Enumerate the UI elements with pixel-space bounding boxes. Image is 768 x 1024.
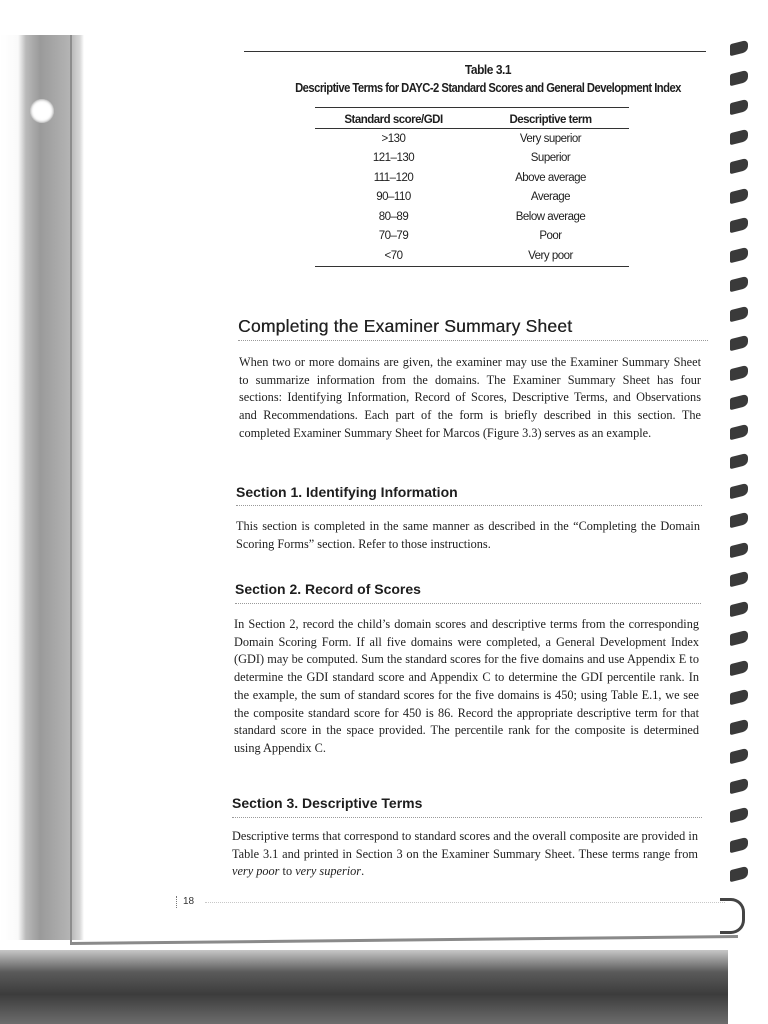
column-header-descriptive-term: Descriptive term (472, 108, 629, 129)
top-rule (244, 51, 706, 52)
spiral-coil (730, 187, 748, 203)
section-1-heading: Section 1. Identifying Information (236, 484, 458, 500)
spiral-coil (730, 600, 748, 616)
spiral-coil (730, 630, 748, 646)
table-row (315, 129, 629, 149)
table-row (315, 188, 629, 208)
table-header-row (315, 108, 629, 129)
score-range-cell: >130 (381, 132, 406, 145)
section-3-text-middle: to (279, 864, 296, 879)
table-row (315, 149, 629, 169)
term-very-poor: very poor (232, 864, 280, 879)
spiral-coil (730, 423, 748, 439)
score-range-cell: 90–110 (376, 191, 411, 204)
table-caption: Descriptive Terms for DAYC-2 Standard Scores and General Development Index (295, 81, 681, 95)
section-2-underline (235, 603, 701, 604)
spiral-coil (730, 128, 748, 144)
heading-underline (238, 340, 708, 341)
spiral-coil (730, 158, 748, 174)
section-1-paragraph: This section is completed in the same manner as described in the “Completing the Domain Scoring Forms” section. Refer to those instructions. (236, 519, 700, 551)
score-range-cell: 111–120 (373, 171, 414, 184)
spiral-coil (730, 571, 748, 587)
descriptive-terms-table (315, 107, 629, 267)
descriptive-term-cell: Average (530, 191, 571, 204)
column-header-standard-score: Standard score/GDI (315, 108, 472, 129)
spiral-coil (730, 482, 748, 498)
table-row (315, 168, 629, 188)
spiral-coil (730, 453, 748, 469)
descriptive-term-cell: Poor (539, 230, 562, 243)
descriptive-term-cell: Superior (530, 152, 571, 165)
spiral-coil (730, 305, 748, 321)
spiral-coil (730, 99, 748, 115)
spiral-coil (730, 246, 748, 262)
section-1-underline (236, 505, 702, 506)
punch-hole (30, 99, 54, 123)
spiral-coil (730, 777, 748, 793)
page-number: 18 (183, 896, 195, 907)
page-number-marker (176, 896, 183, 908)
table-row (315, 227, 629, 247)
spiral-coil (730, 689, 748, 705)
spiral-coil (730, 364, 748, 380)
spiral-coil (730, 217, 748, 233)
spiral-coil (730, 807, 748, 823)
descriptive-term-cell: Very superior (519, 132, 582, 145)
section-2-paragraph: In Section 2, record the child’s domain scores and descriptive terms from the corresponding Domain Scoring Form. If all five domains were completed, a General Development Index (GDI) may be computed. Sum the standard scores for the five domains and use Appendix E to determine the GDI standard score and Appendix C to determine the GDI percentile rank. In the example, the sum of standard scores for the five domains is 450; using Table E.1, we see the composite standard score for 450 is 86. Record the appropriate descriptive term for that standard score in the space provided. The percentile rank for the composite is determined using Appendix C. (234, 617, 699, 755)
term-very-superior: very superior (295, 864, 362, 879)
descriptive-term-cell: Below average (515, 210, 586, 223)
spiral-binding (728, 38, 756, 928)
section-3-paragraph (232, 828, 698, 881)
descriptive-term-cell: Very poor (528, 249, 573, 262)
page-left-edge (70, 35, 72, 945)
main-heading: Completing the Examiner Summary Sheet (238, 316, 573, 336)
section-3-heading: Section 3. Descriptive Terms (232, 795, 423, 811)
section-3-text-before: Descriptive terms that correspond to standard scores and the overall composite are provided in Table 3.1 and printed in Section 3 on the Examiner Summary Sheet. These terms range from (232, 829, 698, 861)
section-3-underline (232, 817, 702, 818)
score-range-cell: 121–130 (372, 152, 415, 165)
spiral-coil (730, 718, 748, 734)
score-range-cell: 70–79 (378, 230, 409, 243)
section-2-heading: Section 2. Record of Scores (235, 581, 421, 597)
footer-rule (205, 902, 725, 903)
score-range-cell: 80–89 (378, 210, 409, 223)
spiral-coil (730, 659, 748, 675)
spiral-coil (730, 541, 748, 557)
spiral-coil (730, 866, 748, 882)
spiral-coil-end (720, 898, 745, 934)
intro-paragraph: When two or more domains are given, the examiner may use the Examiner Summary Sheet to summarize information from the domains. The Examiner Summary Sheet has four sections: Identifying Information, Record of Scores, Descriptive Terms, and Observations and Recommendations. Each part of the form is briefly described in this section. The completed Examiner Summary Sheet for Marcos (Figure 3.3) serves as an example. (239, 355, 701, 440)
score-range-cell: <70 (384, 249, 403, 262)
spiral-coil (730, 748, 748, 764)
spiral-coil (730, 40, 748, 56)
table-row (315, 207, 629, 227)
spiral-coil (730, 69, 748, 85)
spiral-coil (730, 512, 748, 528)
table-label: Table 3.1 (464, 62, 512, 77)
table-row (315, 246, 629, 266)
spiral-coil (730, 394, 748, 410)
spiral-coil (730, 335, 748, 351)
section-3-text-after: . (361, 864, 365, 879)
spiral-coil (730, 836, 748, 852)
page-bottom-edge (70, 935, 738, 945)
spiral-coil (730, 276, 748, 292)
scan-bottom-shadow (0, 950, 768, 1024)
descriptive-term-cell: Above average (515, 171, 586, 184)
